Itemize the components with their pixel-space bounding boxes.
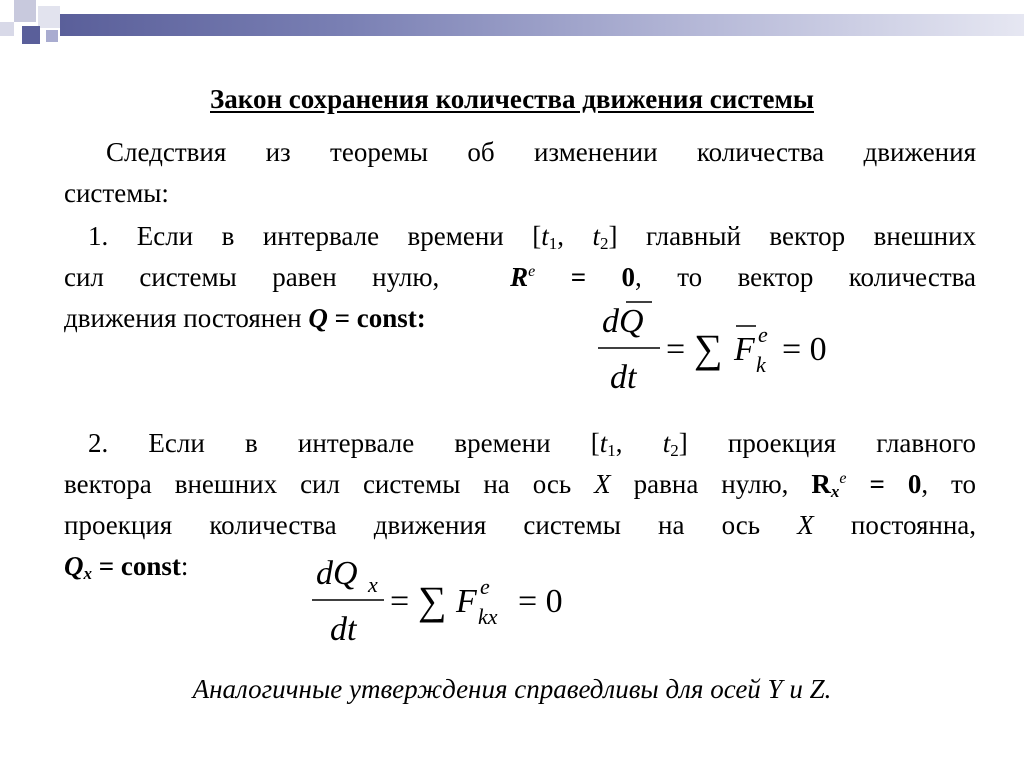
decor-square — [0, 22, 14, 36]
formula-sum: ∑ — [694, 326, 723, 371]
decor-square — [14, 0, 36, 22]
decor-square — [38, 6, 60, 28]
intro-paragraph — [64, 132, 976, 214]
formula-denominator: dt — [330, 611, 357, 648]
formula-sup: e — [480, 574, 490, 599]
item-2-line: проекция количества движения системы на ось X постоянна, — [64, 510, 976, 540]
decor-square — [46, 30, 58, 42]
formula-rhs: = 0 — [518, 583, 563, 620]
formula-sub: k — [756, 352, 766, 377]
formula-sup: e — [758, 322, 768, 347]
formula-force: F — [734, 331, 755, 368]
item-1-line: сил системы равен нулю, $R^e = 0$, то вектор количества — [64, 262, 977, 292]
formula-force: F — [456, 583, 477, 620]
formula-numerator-sub: x — [368, 572, 378, 597]
decor-square — [22, 26, 40, 44]
intro-line: Следствия из теоремы об изменении количества движения — [106, 137, 976, 167]
formula-sum: ∑ — [418, 578, 447, 623]
formula-projection-conservation — [310, 548, 590, 648]
header-gradient-bar — [60, 14, 1024, 36]
formula-denominator: dt — [610, 359, 637, 396]
closing-note: Аналогичные утверждения справедливы для осей Y и Z. — [192, 674, 832, 704]
item-1-line: 1. Если в интервале времени [$t_1$, $t_2$] главный вектор внешних — [88, 221, 977, 253]
intro-line: системы: — [64, 178, 169, 208]
formula-equals: = — [390, 583, 410, 620]
formula-rhs: = 0 — [782, 331, 827, 368]
item-2-line: $Q_x$ = const: — [64, 551, 189, 583]
formula-momentum-conservation — [596, 296, 856, 396]
slide-title: Закон сохранения количества движения системы — [210, 84, 814, 114]
item-2-line: вектора внешних сил системы на ось X равна нулю, $R_x^e = 0$, то — [64, 469, 977, 501]
formula-sub: kx — [478, 604, 498, 629]
formula-numerator: dQ — [602, 303, 644, 340]
item-1-line: движения постоянен Q = const: — [64, 303, 426, 333]
header-decoration — [0, 0, 1024, 60]
formula-equals: = — [666, 331, 686, 368]
formula-numerator: dQ — [316, 555, 358, 592]
item-2-line: 2. Если в интервале времени [$t_1$, $t_2$] проекция главного — [88, 428, 977, 460]
